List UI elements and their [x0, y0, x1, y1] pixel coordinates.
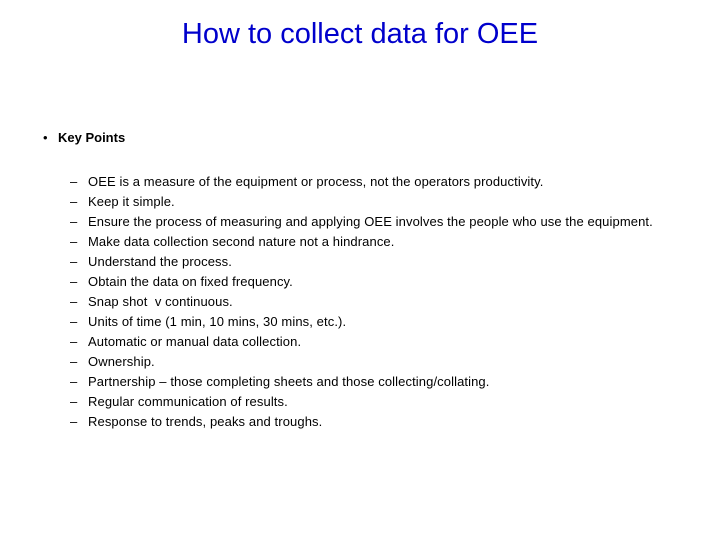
slide-title: How to collect data for OEE: [181, 18, 539, 50]
section-heading: Key Points: [58, 130, 126, 145]
list-item: [70, 192, 660, 212]
section-heading-row: [43, 130, 125, 146]
key-points-list: [70, 172, 660, 432]
list-item-text: Obtain the data on fixed frequency.: [88, 274, 293, 289]
dash-marker: –: [70, 334, 78, 349]
list-item: [70, 372, 660, 392]
list-item-text: Keep it simple.: [88, 194, 175, 209]
dash-marker: –: [70, 354, 78, 369]
list-item-text: Units of time (1 min, 10 mins, 30 mins, etc.).: [88, 314, 347, 329]
list-item-text: Automatic or manual data collection.: [88, 334, 302, 349]
dash-marker: –: [70, 194, 78, 209]
list-item: [70, 352, 660, 372]
dash-marker: –: [70, 374, 78, 389]
dash-marker: –: [70, 234, 78, 249]
list-item: [70, 172, 660, 192]
list-item-text: Ownership.: [88, 354, 155, 369]
list-item: [70, 292, 660, 312]
dash-marker: –: [70, 314, 78, 329]
list-item: [70, 252, 660, 272]
list-item: [70, 272, 660, 292]
list-item-text: Make data collection second nature not a hindrance.: [88, 234, 395, 249]
list-item: [70, 312, 660, 332]
list-item-text: Snap shot v continuous.: [88, 294, 233, 309]
dash-marker: –: [70, 254, 78, 269]
list-item: [70, 232, 660, 252]
list-item-text: Understand the process.: [88, 254, 232, 269]
list-item: [70, 212, 660, 232]
dash-marker: –: [70, 394, 78, 409]
dash-marker: –: [70, 174, 78, 189]
list-item: [70, 412, 660, 432]
list-item-text: Partnership – those completing sheets and those collecting/collating.: [88, 374, 490, 389]
dash-marker: –: [70, 294, 78, 309]
list-item-text: Response to trends, peaks and troughs.: [88, 414, 323, 429]
dash-marker: –: [70, 274, 78, 289]
list-item-text: Ensure the process of measuring and applying OEE involves the people who use the equipment.: [88, 214, 653, 229]
list-item-text: OEE is a measure of the equipment or process, not the operators productivity.: [88, 174, 544, 189]
list-item: [70, 332, 660, 352]
section-bullet: •: [43, 130, 48, 145]
dash-marker: –: [70, 214, 78, 229]
list-item-text: Regular communication of results.: [88, 394, 288, 409]
list-item: [70, 392, 660, 412]
dash-marker: –: [70, 414, 78, 429]
